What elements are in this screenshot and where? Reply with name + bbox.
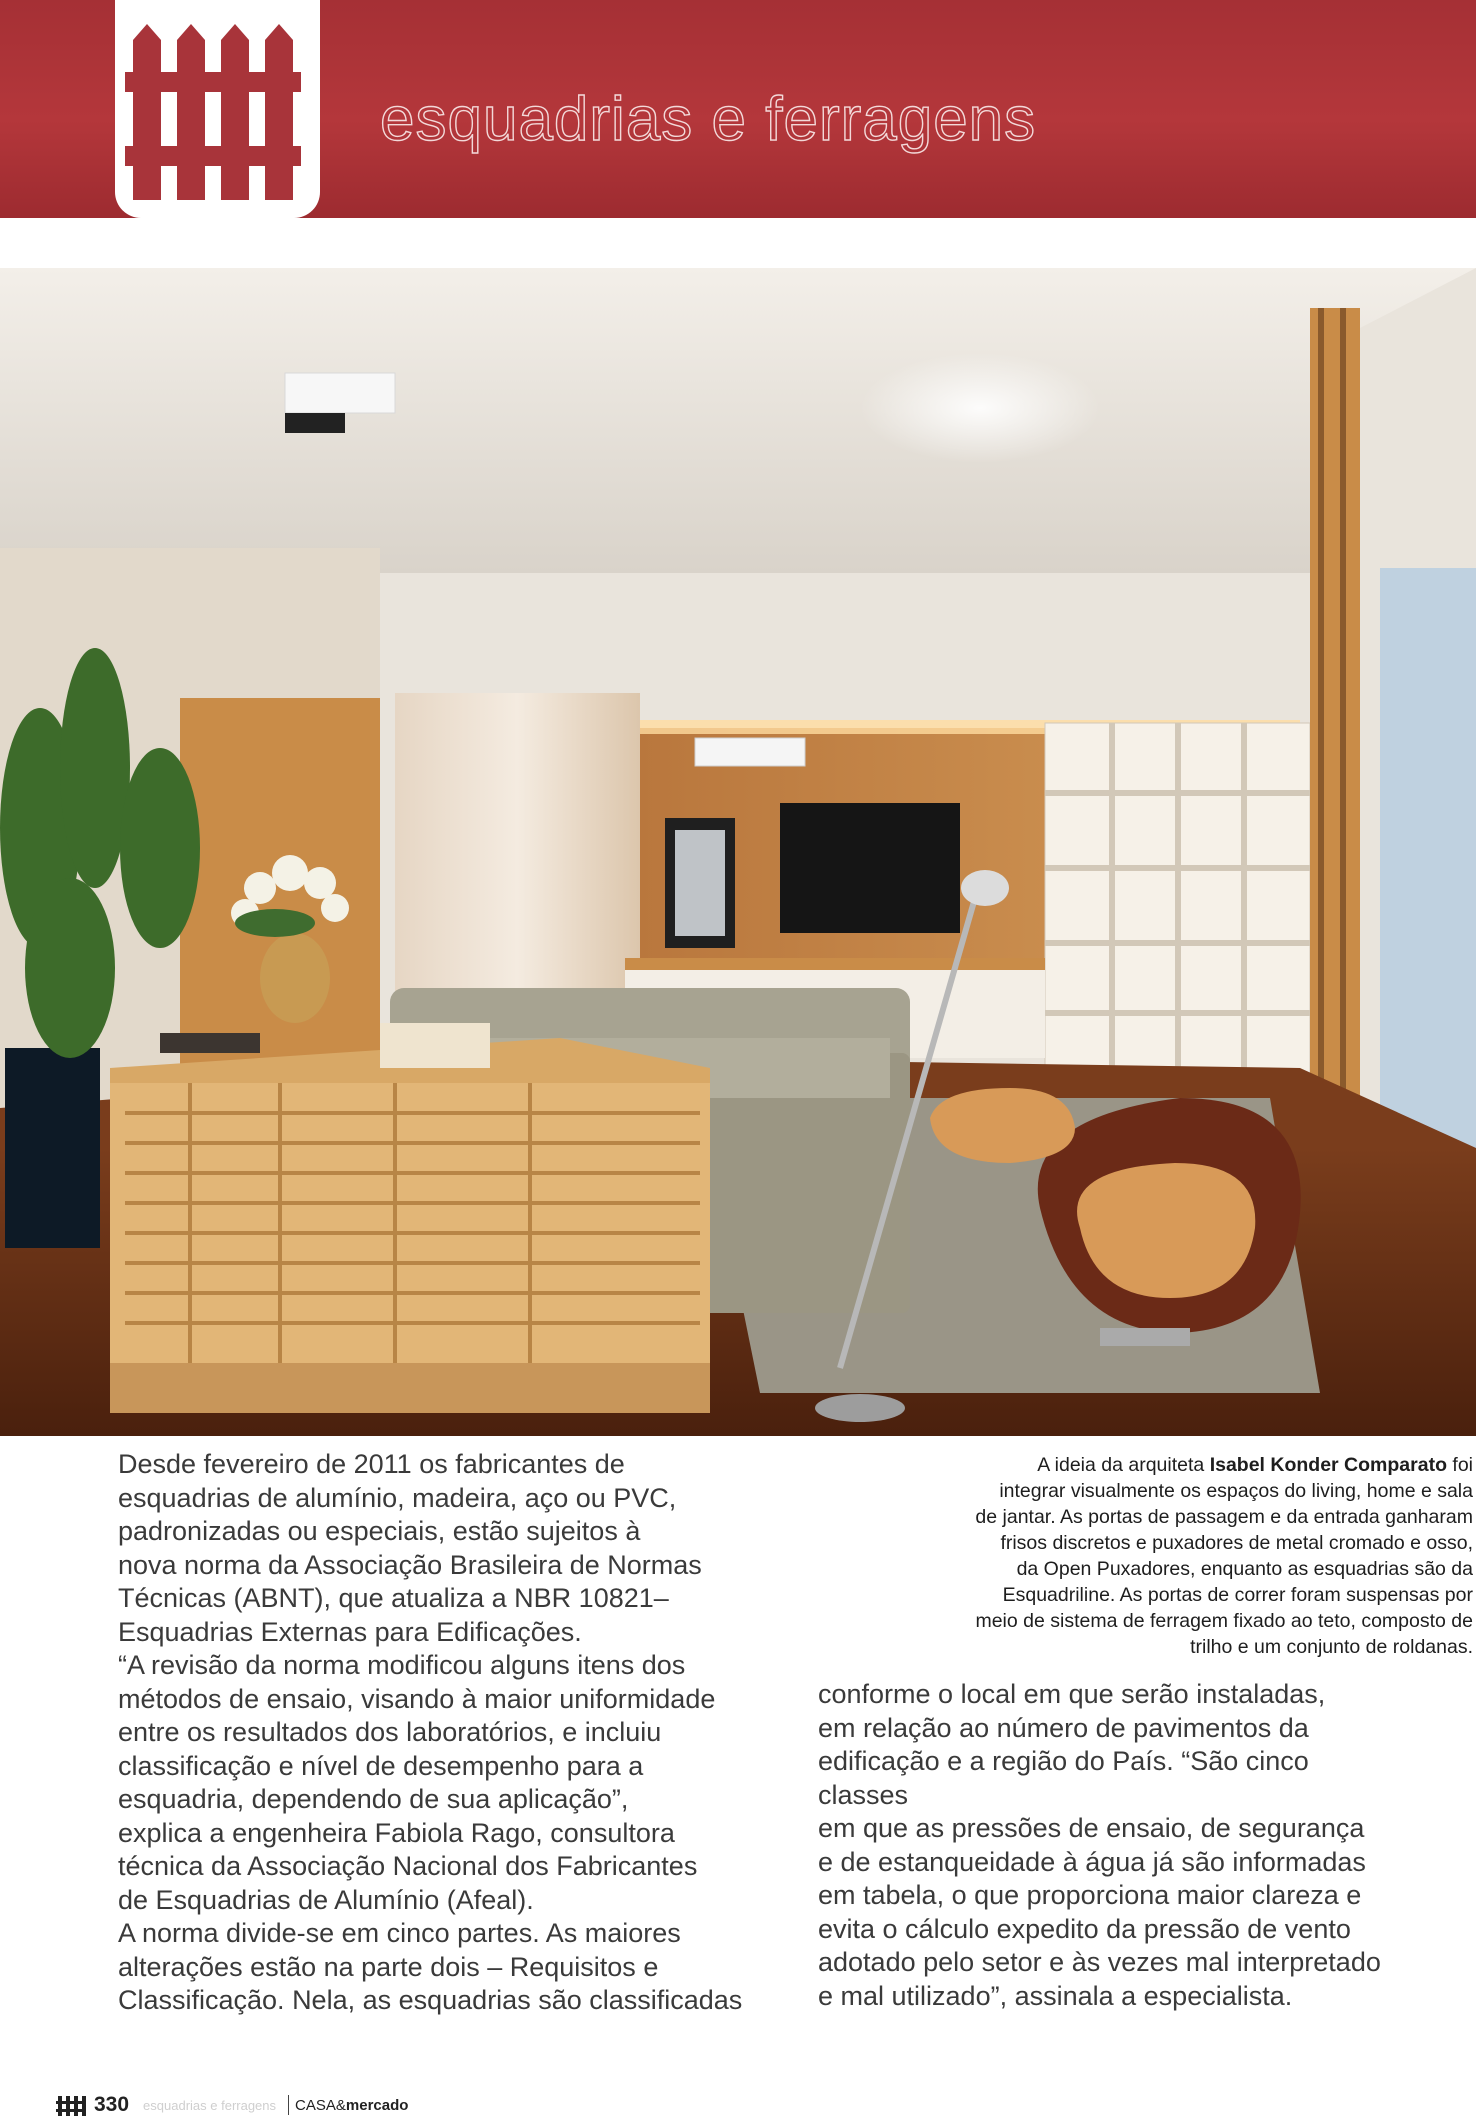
caption-text: foi [1446, 1454, 1473, 1476]
section-logo-tab [115, 0, 320, 218]
caption-line: integrar visualmente os espaços do living, home e sala [999, 1480, 1473, 1502]
fence-icon [115, 0, 320, 218]
article-line: e de estanqueidade à água já são informadas [818, 1846, 1366, 1877]
article-line: em que as pressões de ensaio, de segurança [818, 1813, 1365, 1843]
article-line: edificação e a região do País. “São cinco classes [818, 1746, 1309, 1810]
brand-prefix: CASA& [295, 2096, 346, 2114]
article-line: entre os resultados dos laboratórios, e incluiu [118, 1717, 662, 1747]
article-line: classificação e nível de desempenho para a [118, 1750, 644, 1781]
magazine-brand [295, 2097, 408, 2114]
article-line: A norma divide-se em cinco partes. As maiores [118, 1918, 681, 1948]
article-column-right [818, 1678, 1388, 2013]
article-line: esquadrias de alumínio, madeira, aço ou PVC, [118, 1482, 677, 1513]
article-line: evita o cálculo expedito da pressão de vento [818, 1913, 1351, 1944]
living-room-photo [0, 268, 1476, 1436]
caption-line: frisos discretos e puxadores de metal cromado e osso, [1000, 1532, 1473, 1554]
caption-line: trilho e um conjunto de roldanas. [1190, 1636, 1473, 1658]
photo-caption [905, 1452, 1473, 1660]
fence-icon [56, 2093, 86, 2117]
footer-section: esquadrias e ferragens [143, 2097, 277, 2113]
article-line: conforme o local em que serão instaladas, [818, 1679, 1326, 1709]
article-line: e mal utilizado”, assinala a especialista. [818, 1980, 1293, 2011]
footer-divider [288, 2095, 289, 2115]
brand-bold: mercado [345, 2096, 409, 2114]
article-line: de Esquadrias de Alumínio (Afeal). [118, 1884, 534, 1915]
page-footer [56, 2093, 408, 2117]
article-line: explica a engenheira Fabiola Rago, consultora [118, 1817, 675, 1848]
caption-line: meio de sistema de ferragem fixado ao teto, composto de [975, 1610, 1473, 1632]
section-title: esquadrias e ferragens [380, 85, 1037, 154]
article-line: alterações estão na parte dois – Requisitos e [118, 1951, 659, 1982]
caption-text: A ideia da arquiteta [1037, 1454, 1210, 1476]
caption-line [905, 1452, 1473, 1478]
caption-line: da Open Puxadores, enquanto as esquadrias são da [1016, 1558, 1473, 1580]
article-line: técnica da Associação Nacional dos Fabricantes [118, 1851, 698, 1881]
page-number: 330 [94, 2093, 130, 2116]
caption-line: de jantar. As portas de passagem e da entrada ganharam [975, 1506, 1473, 1528]
article-line: esquadria, dependendo de sua aplicação”, [118, 1784, 629, 1814]
article-line: métodos de ensaio, visando à maior uniformidade [118, 1683, 716, 1714]
article-line: em relação ao número de pavimentos da [818, 1712, 1309, 1743]
article-line: adotado pelo setor e às vezes mal interpretado [818, 1947, 1381, 1977]
article-line: Desde fevereiro de 2011 os fabricantes de [118, 1449, 625, 1479]
article-line: “A revisão da norma modificou alguns itens dos [118, 1650, 686, 1680]
article-line: Esquadrias Externas para Edificações. [118, 1616, 582, 1647]
article-line: em tabela, o que proporciona maior clareza e [818, 1880, 1362, 1910]
article-line: Classificação. Nela, as esquadrias são classificadas [118, 1985, 743, 2015]
article-line: Técnicas (ABNT), que atualiza a NBR 10821– [118, 1583, 669, 1613]
caption-line: Esquadriline. As portas de correr foram suspensas por [1002, 1584, 1473, 1606]
article-column-left [118, 1448, 768, 2018]
article-line: nova norma da Associação Brasileira de Normas [118, 1549, 702, 1580]
article-line: padronizadas ou especiais, estão sujeitos à [118, 1516, 641, 1546]
architect-name: Isabel Konder Comparato [1209, 1454, 1447, 1476]
